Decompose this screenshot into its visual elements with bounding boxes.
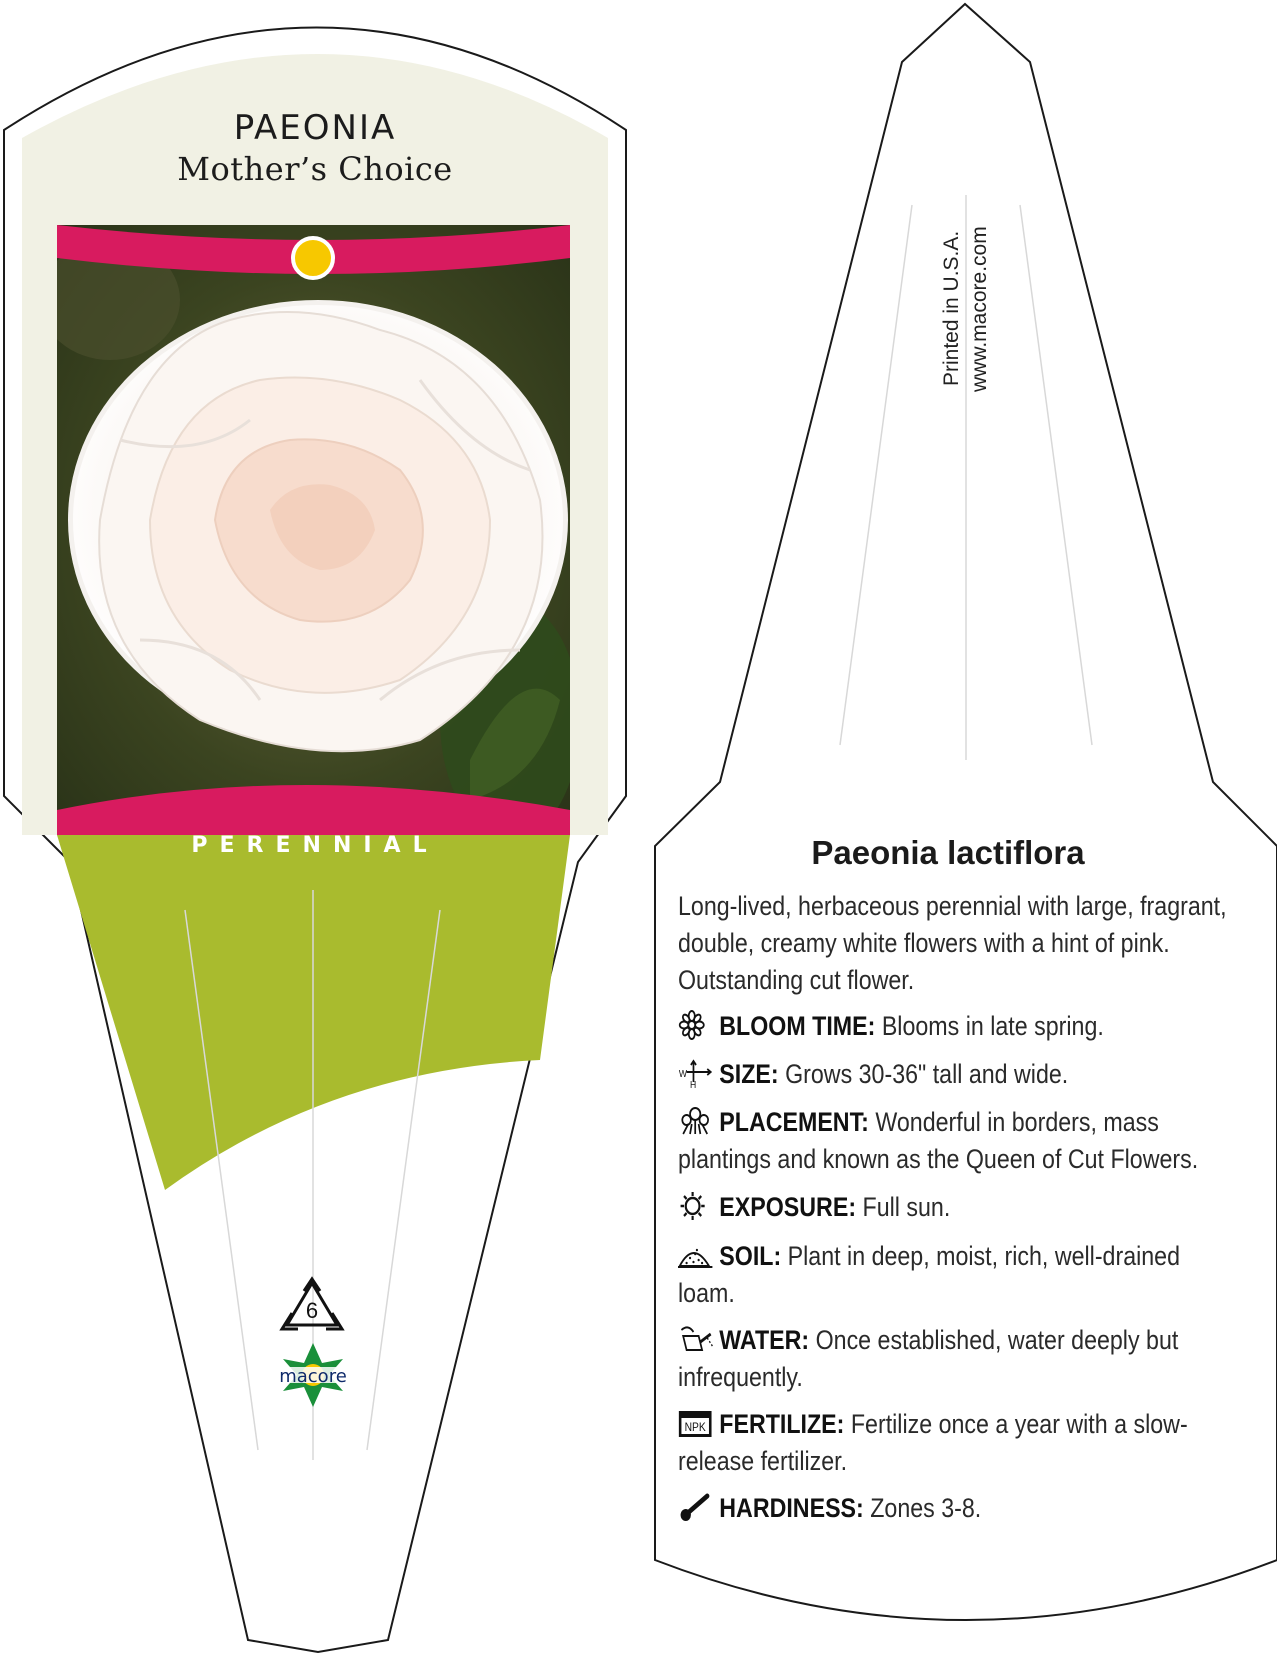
svg-text:NPK: NPK xyxy=(684,1421,706,1435)
printed-in-text: Printed in U.S.A. xyxy=(940,230,963,386)
detail-hardiness xyxy=(678,1490,1237,1527)
detail-label: SIZE: xyxy=(719,1059,779,1089)
detail-size xyxy=(678,1056,1237,1093)
svg-text:H: H xyxy=(690,1079,697,1088)
npk-bag-icon xyxy=(678,1408,716,1438)
detail-label: WATER: xyxy=(719,1325,810,1355)
detail-fertilize xyxy=(678,1406,1237,1480)
peony-photo xyxy=(40,225,580,840)
macore-logo-text: macore xyxy=(279,1366,347,1387)
detail-placement xyxy=(678,1104,1237,1178)
sun-exposure-dot xyxy=(293,238,333,278)
detail-text: Fertilize once a year with a slow-release fertilizer. xyxy=(678,1409,1188,1476)
svg-text:W: W xyxy=(678,1068,687,1080)
detail-label: BLOOM TIME: xyxy=(719,1011,876,1041)
detail-text: Wonderful in borders, mass plantings and known as the Queen of Cut Flowers. xyxy=(678,1107,1199,1174)
watering-can-icon xyxy=(678,1324,716,1354)
detail-exposure xyxy=(678,1189,1237,1226)
detail-text: Blooms in late spring. xyxy=(881,1011,1104,1041)
detail-text: Full sun. xyxy=(862,1192,951,1222)
detail-label: FERTILIZE: xyxy=(719,1409,845,1439)
website-text: www.macore.com xyxy=(968,226,991,392)
flower-icon xyxy=(678,1010,716,1040)
detail-soil xyxy=(678,1238,1237,1312)
recycle-number: 6 xyxy=(305,1298,319,1323)
detail-label: HARDINESS: xyxy=(719,1493,864,1523)
thermometer-icon xyxy=(678,1492,716,1522)
detail-text: Zones 3-8. xyxy=(870,1493,982,1523)
detail-text: Plant in deep, moist, rich, well-drained loam. xyxy=(678,1241,1181,1308)
detail-label: PLACEMENT: xyxy=(719,1107,869,1137)
cultivar-name: Mother’s Choice xyxy=(177,150,453,188)
sun-icon xyxy=(678,1191,716,1221)
size-arrows-icon xyxy=(678,1058,716,1088)
plant-cluster-icon xyxy=(678,1106,716,1136)
soil-pile-icon xyxy=(678,1240,716,1270)
detail-text: Grows 30-36" tall and wide. xyxy=(785,1059,1069,1089)
genus-name: PAEONIA xyxy=(233,108,397,148)
species-name: Paeonia lactiflora xyxy=(811,834,1085,871)
detail-bloom-time xyxy=(678,1008,1237,1045)
plant-description: Long-lived, herbaceous perennial with large, fragrant, double, creamy white flowers with a hint of pink. Outstanding cut flower. xyxy=(678,891,1227,995)
detail-label: EXPOSURE: xyxy=(719,1192,857,1222)
detail-water xyxy=(678,1322,1237,1396)
category-label: PERENNIAL xyxy=(191,833,439,858)
detail-text: Once established, water deeply but infrequently. xyxy=(678,1325,1179,1392)
detail-label: SOIL: xyxy=(719,1241,782,1271)
